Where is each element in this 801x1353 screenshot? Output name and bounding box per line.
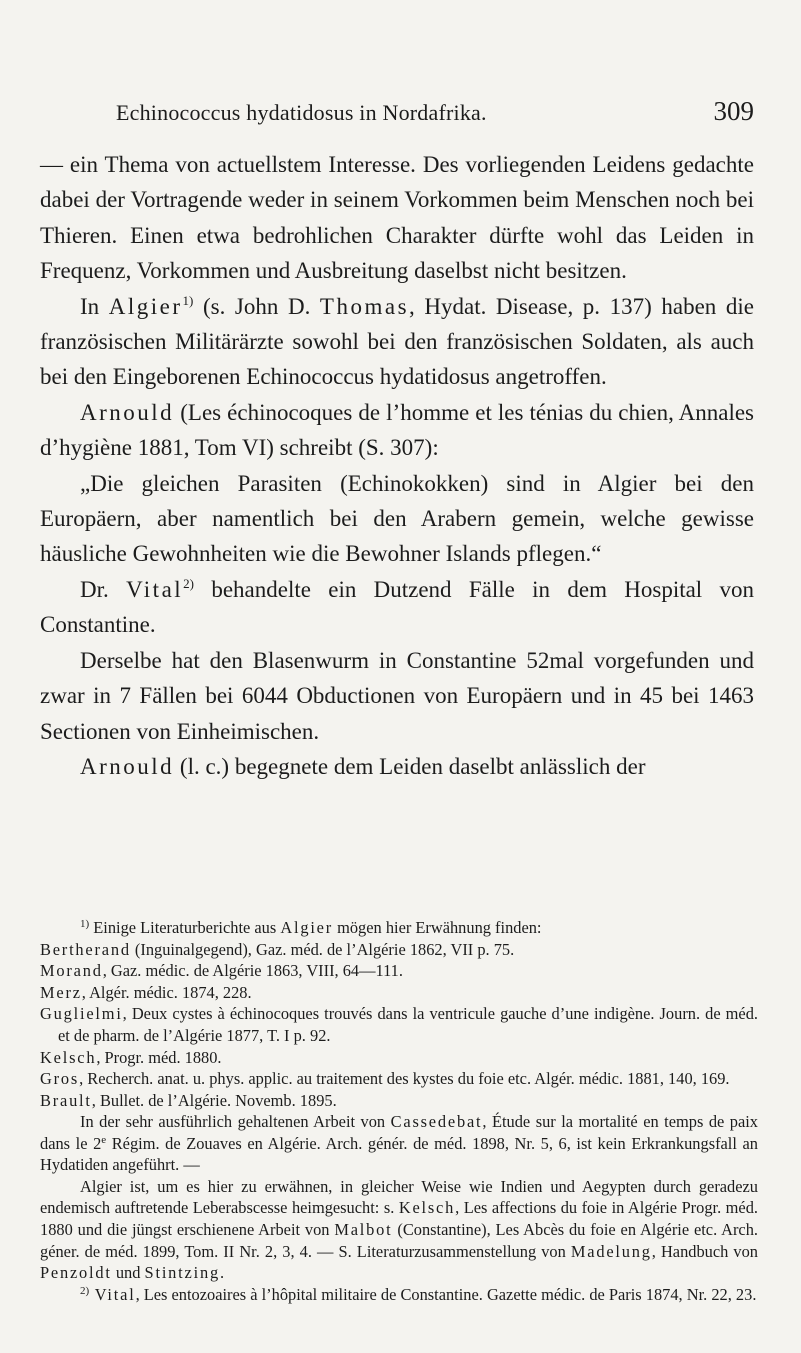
author-name: Merz bbox=[40, 982, 82, 1002]
author-name: Vital bbox=[126, 576, 184, 602]
page-header bbox=[40, 92, 754, 132]
author-name: Bertherand bbox=[40, 939, 131, 959]
reference-entry: Kelsch, Progr. méd. 1880. bbox=[40, 1047, 222, 1067]
footnote-paragraph: Algier ist, um es hier zu erwähnen, in gleicher Weise wie Indien und Aegypten durch geradezu endemisch auftretende Leberabscesse heimgesucht: s. Kelsch, Les affections du foie in Algérie Progr. méd. 1880 und die jüngst erschienene Arbeit von Malbot (Constantine), Les Abcès du foie en Algérie etc. Arch. géner. de méd. 1899, Tom. II Nr. 2, 3, 4. — S. Literaturzusammenstellung von Madelung, Handbuch von Penzoldt und Stintzing. bbox=[40, 1176, 758, 1283]
author-name: Thomas bbox=[319, 293, 410, 319]
author-name: Malbot bbox=[334, 1219, 393, 1239]
reference-entry: Brault, Bullet. de l’Algérie. Novemb. 1895. bbox=[40, 1090, 337, 1110]
paragraph-6: Derselbe hat den Blasenwurm in Constantine 52mal vorgefunden und zwar in 7 Fällen bei 6044 Obductionen von Europäern und in 45 bei 1463 Sectionen von Einheimischen. bbox=[40, 647, 754, 744]
reference-entry: Gros, Recherch. anat. u. phys. applic. au traitement des kystes du foie etc. Algér. médic. 1881, 140, 169. bbox=[40, 1069, 730, 1089]
footnote-2: $^{2)}$ Vital, Les entozoaires à l’hôpital militaire de Constantine. Gazette médic. de Paris 1874, Nr. 22, 23. bbox=[80, 1284, 757, 1304]
paragraph-7: Arnould (l. c.) begegnete dem Leiden daselbt anlässlich der bbox=[80, 753, 646, 779]
footnotes-continued bbox=[40, 1111, 758, 1305]
paragraph-2: In Algier$^{1)}$ (s. John D. Thomas, Hydat. Disease, p. 137) haben die französischen Militärärzte sowohl bei den französischen Soldaten, als auch bei den Eingeborenen Echinococcus hydatidosus angetroffen. bbox=[40, 292, 754, 390]
author-name: Morand bbox=[40, 961, 103, 981]
page-number: 309 bbox=[713, 96, 754, 126]
author-name: Gros bbox=[40, 1069, 80, 1089]
place-name: Algier bbox=[280, 918, 334, 937]
paragraph-1: — ein Thema von actuellstem Interesse. Des vorliegenden Leidens gedachte dabei der Vortragende weder in seinem Vorkommen beim Menschen noch bei Thieren. Einen etwa bedrohlichen Charakter dürfte wohl das Leiden in Frequenz, Vorkommen und Ausbreitung daselbst nicht besitzen. bbox=[40, 152, 754, 284]
main-text bbox=[40, 147, 754, 784]
footnote-ref-1: 1) bbox=[182, 292, 194, 308]
author-name: Kelsch bbox=[40, 1047, 97, 1067]
quotation: „Die gleichen Parasiten (Echinokokken) sind in Algier bei den Europäern, aber namentlich bei den Arabern gemein, welche gewisse häusliche Gewohnheiten wie die Bewohner Islands pflegen.“ bbox=[40, 470, 754, 567]
author-name: Stintzing bbox=[144, 1263, 220, 1283]
author-name: Brault bbox=[40, 1090, 92, 1110]
reference-entry: Bertherand (Inguinalgegend), Gaz. méd. de l’Algérie 1862, VII p. 75. bbox=[40, 939, 515, 959]
paragraph-3: Arnould (Les échinocoques de l’homme et les ténias du chien, Annales d’hygiène 1881, Tom VI) schreibt (S. 307): bbox=[40, 399, 754, 461]
ordinal-suffix: e bbox=[101, 1133, 107, 1146]
reference-entry: Merz, Algér. médic. 1874, 228. bbox=[40, 982, 252, 1002]
footnote-paragraph: In der sehr ausführlich gehaltenen Arbeit von Cassedebat, Étude sur la mortalité en temps de paix dans le 2e Régim. de Zouaves en Algérie. Arch. génér. de méd. 1898, Nr. 5, 6, ist kein Erkrankungsfall an Hydatiden angeführt. — bbox=[40, 1112, 759, 1175]
author-name: Cassedebat bbox=[390, 1112, 483, 1131]
reference-entry: Morand, Gaz. médic. de Algérie 1863, VIII, 64—111. bbox=[40, 961, 403, 981]
author-name: Arnould bbox=[80, 753, 175, 779]
author-name: Vital bbox=[89, 1284, 136, 1304]
footnote-marker: 2) bbox=[80, 1284, 90, 1297]
footnote-marker: 1) bbox=[80, 918, 90, 930]
footnote-1: $^{1)}$ Einige Literaturberichte aus Algier mögen hier Erwähnung finden: bbox=[80, 918, 542, 937]
author-name: Kelsch bbox=[398, 1198, 456, 1218]
author-name: Arnould bbox=[80, 399, 175, 425]
footnote-ref-2: 2) bbox=[183, 575, 195, 591]
author-name: Penzoldt bbox=[40, 1263, 112, 1283]
place-name: Algier bbox=[108, 293, 183, 319]
footnotes bbox=[40, 917, 758, 1111]
reference-entry: Guglielmi, Deux cystes à échinocoques trouvés dans la ventricule gauche d’une indigène. Journ. de méd. et de pharm. de l’Algérie 1877, T. I p. 92. bbox=[40, 1004, 758, 1045]
running-title: Echinococcus hydatidosus in Nordafrika. bbox=[116, 100, 487, 125]
paragraph-5: Dr. Vital$^{2)}$ behandelte ein Dutzend Fälle in dem Hospital von Constantine. bbox=[40, 575, 755, 638]
author-name: Guglielmi bbox=[40, 1004, 123, 1024]
author-name: Madelung bbox=[570, 1241, 652, 1261]
